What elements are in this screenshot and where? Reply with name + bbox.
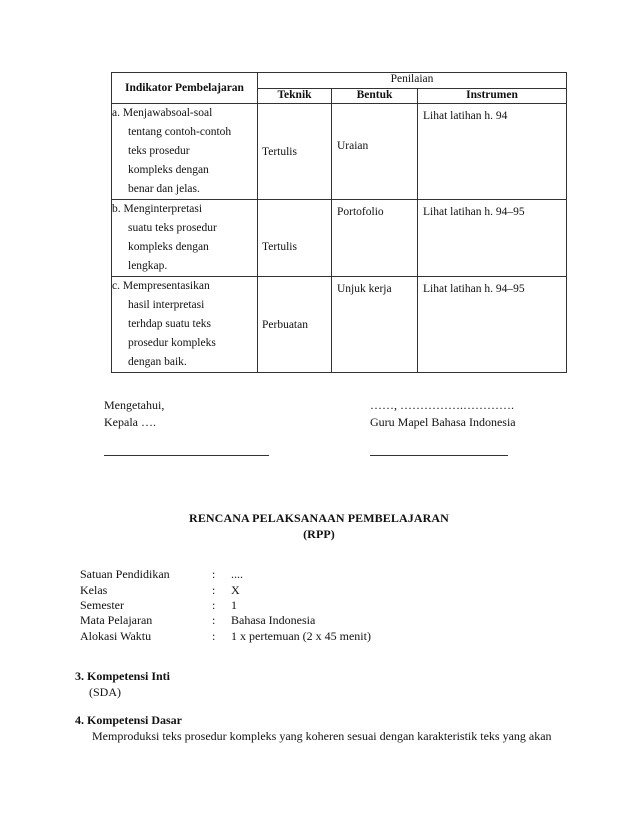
table-row: [112, 277, 567, 373]
section-body-kompetensi-inti: (SDA): [89, 685, 121, 699]
indicator-text: b. Menginterpretasi: [112, 203, 203, 215]
indicator-cell: [112, 200, 258, 277]
teknik-cell: Tertulis: [258, 200, 332, 277]
indicator-text: kompleks dengan: [128, 164, 209, 176]
table-row: [112, 104, 567, 200]
signature-left-line2: Kepala ….: [104, 415, 156, 429]
meta-value: Bahasa Indonesia: [231, 613, 316, 627]
bentuk-cell: Uraian: [332, 104, 418, 200]
signature-line-left: [104, 455, 269, 456]
indicator-text: teks prosedur: [128, 145, 190, 157]
table-row: [112, 200, 567, 277]
indicator-text: hasil interpretasi: [128, 299, 205, 311]
teknik-cell: Perbuatan: [258, 277, 332, 373]
indicator-text: dengan baik.: [128, 356, 187, 368]
indicator-text: lengkap.: [128, 260, 168, 272]
meta-colon: :: [212, 567, 216, 581]
header-instrumen: Instrumen: [418, 89, 567, 104]
document-subtitle: (RPP): [303, 527, 335, 541]
meta-label: Semester: [80, 598, 124, 612]
header-bentuk: Bentuk: [332, 89, 418, 104]
meta-colon: :: [212, 613, 216, 627]
section-heading-kompetensi-dasar: 4. Kompetensi Dasar: [75, 713, 182, 727]
indicator-text: kompleks dengan: [128, 241, 209, 253]
teknik-cell: Tertulis: [258, 104, 332, 200]
meta-value: 1 x pertemuan (2 x 45 menit): [231, 629, 371, 643]
meta-label: Kelas: [80, 583, 108, 597]
instrumen-cell: Lihat latihan h. 94: [418, 104, 567, 200]
meta-colon: :: [212, 629, 216, 643]
instrumen-cell: Lihat latihan h. 94–95: [418, 200, 567, 277]
section-heading-kompetensi-inti: 3. Kompetensi Inti: [75, 669, 171, 683]
section-body-kompetensi-dasar: Memproduksi teks prosedur kompleks yang koheren sesuai dengan karakteristik teks yang akan: [92, 729, 552, 743]
signature-right-line1: ……, …………….………….: [370, 398, 514, 412]
meta-colon: :: [212, 598, 216, 612]
meta-label: Alokasi Waktu: [80, 629, 152, 643]
signature-line-right: [370, 455, 508, 456]
indicator-text: terhdap suatu teks: [128, 318, 212, 330]
meta-value: 1: [231, 598, 237, 612]
indicator-text: benar dan jelas.: [128, 183, 200, 195]
indicator-cell: [112, 104, 258, 200]
meta-colon: :: [212, 583, 216, 597]
meta-value: X: [231, 583, 240, 597]
signature-left-line1: Mengetahui,: [104, 398, 165, 412]
header-penilaian: Penilaian: [258, 73, 567, 89]
document-title: RENCANA PELAKSANAAN PEMBELAJARAN: [189, 511, 449, 525]
bentuk-cell: Portofolio: [332, 200, 418, 277]
indicator-text: tentang contoh-contoh: [128, 126, 232, 138]
header-indicator: Indikator Pembelajaran: [112, 73, 258, 104]
indicator-text: suatu teks prosedur: [128, 222, 217, 234]
assessment-table: [111, 72, 567, 373]
meta-value: ....: [231, 567, 243, 581]
indicator-text: a. Menjawabsoal-soal: [112, 107, 213, 119]
indicator-text: prosedur kompleks: [128, 337, 216, 349]
indicator-text: c. Mempresentasikan: [112, 280, 210, 292]
signature-right-line2: Guru Mapel Bahasa Indonesia: [370, 415, 516, 429]
header-teknik: Teknik: [258, 89, 332, 104]
meta-label: Mata Pelajaran: [80, 613, 153, 627]
meta-label: Satuan Pendidikan: [80, 567, 170, 581]
bentuk-cell: Unjuk kerja: [332, 277, 418, 373]
indicator-cell: [112, 277, 258, 373]
instrumen-cell: Lihat latihan h. 94–95: [418, 277, 567, 373]
